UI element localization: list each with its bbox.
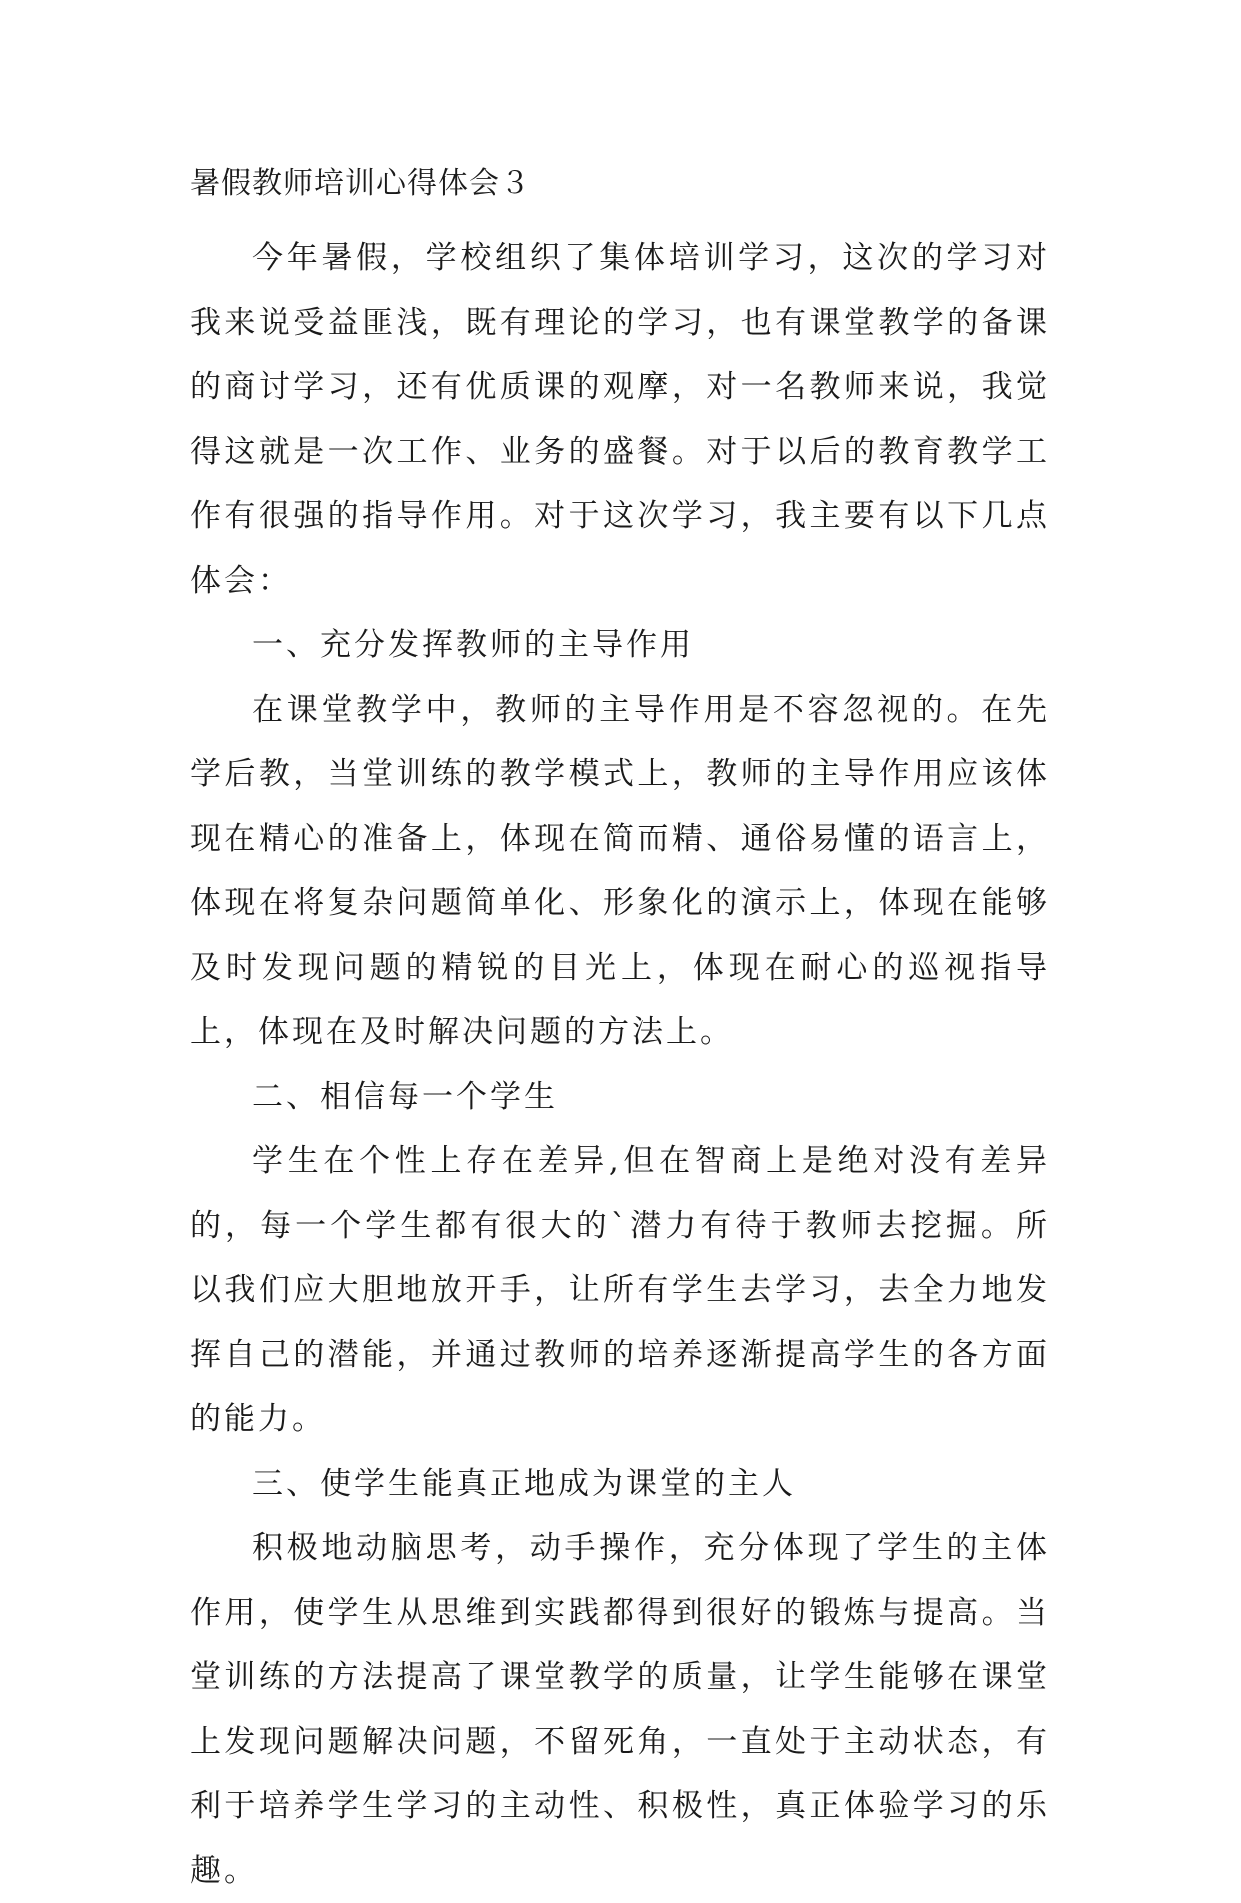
intro-paragraph: 今年暑假，学校组织了集体培训学习，这次的学习对我来说受益匪浅，既有理论的学习，也有课堂教学的备课的商讨学习，还有优质课的观摩，对一名教师来说，我觉得这就是一次工作、业务的盛餐。对于以后的教育教学工作有很强的指导作用。对于这次学习，我主要有以下几点体会：: [190, 240, 1050, 599]
document-content: [190, 163, 1050, 1903]
section-heading-3: 三、使学生能真正地成为课堂的主人: [252, 1465, 796, 1502]
section-heading-1: 一、充分发挥教师的主导作用: [252, 627, 694, 663]
section-body-3: 积极地动脑思考，动手操作，充分体现了学生的主体作用，使学生从思维到实践都得到很好的锻炼与提高。当堂训练的方法提高了课堂教学的质量，让学生能够在课堂上发现问题解决问题，不留死角，一直处于主动状态，有利于培养学生学习的主动性、积极性，真正体验学习的乐趣。: [190, 1530, 1050, 1889]
section-body-2: 学生在个性上存在差异,但在智商上是绝对没有差异的，每一个学生都有很大的`潜力有待于教师去挖掘。所以我们应大胆地放开手，让所有学生去学习，去全力地发挥自己的潜能，并通过教师的培养逐渐提高学生的各方面的能力。: [190, 1143, 1050, 1437]
document-title: 暑假教师培训心得体会３: [190, 166, 531, 201]
section-heading-2: 二、相信每一个学生: [252, 1078, 558, 1115]
section-body-1: 在课堂教学中，教师的主导作用是不容忽视的。在先学后教，当堂训练的教学模式上，教师的主导作用应该体现在精心的准备上，体现在简而精、通俗易懂的语言上，体现在将复杂问题简单化、形象化的演示上，体现在能够及时发现问题的精锐的目光上，体现在耐心的巡视指导上，体现在及时解决问题的方法上。: [190, 691, 1050, 1050]
